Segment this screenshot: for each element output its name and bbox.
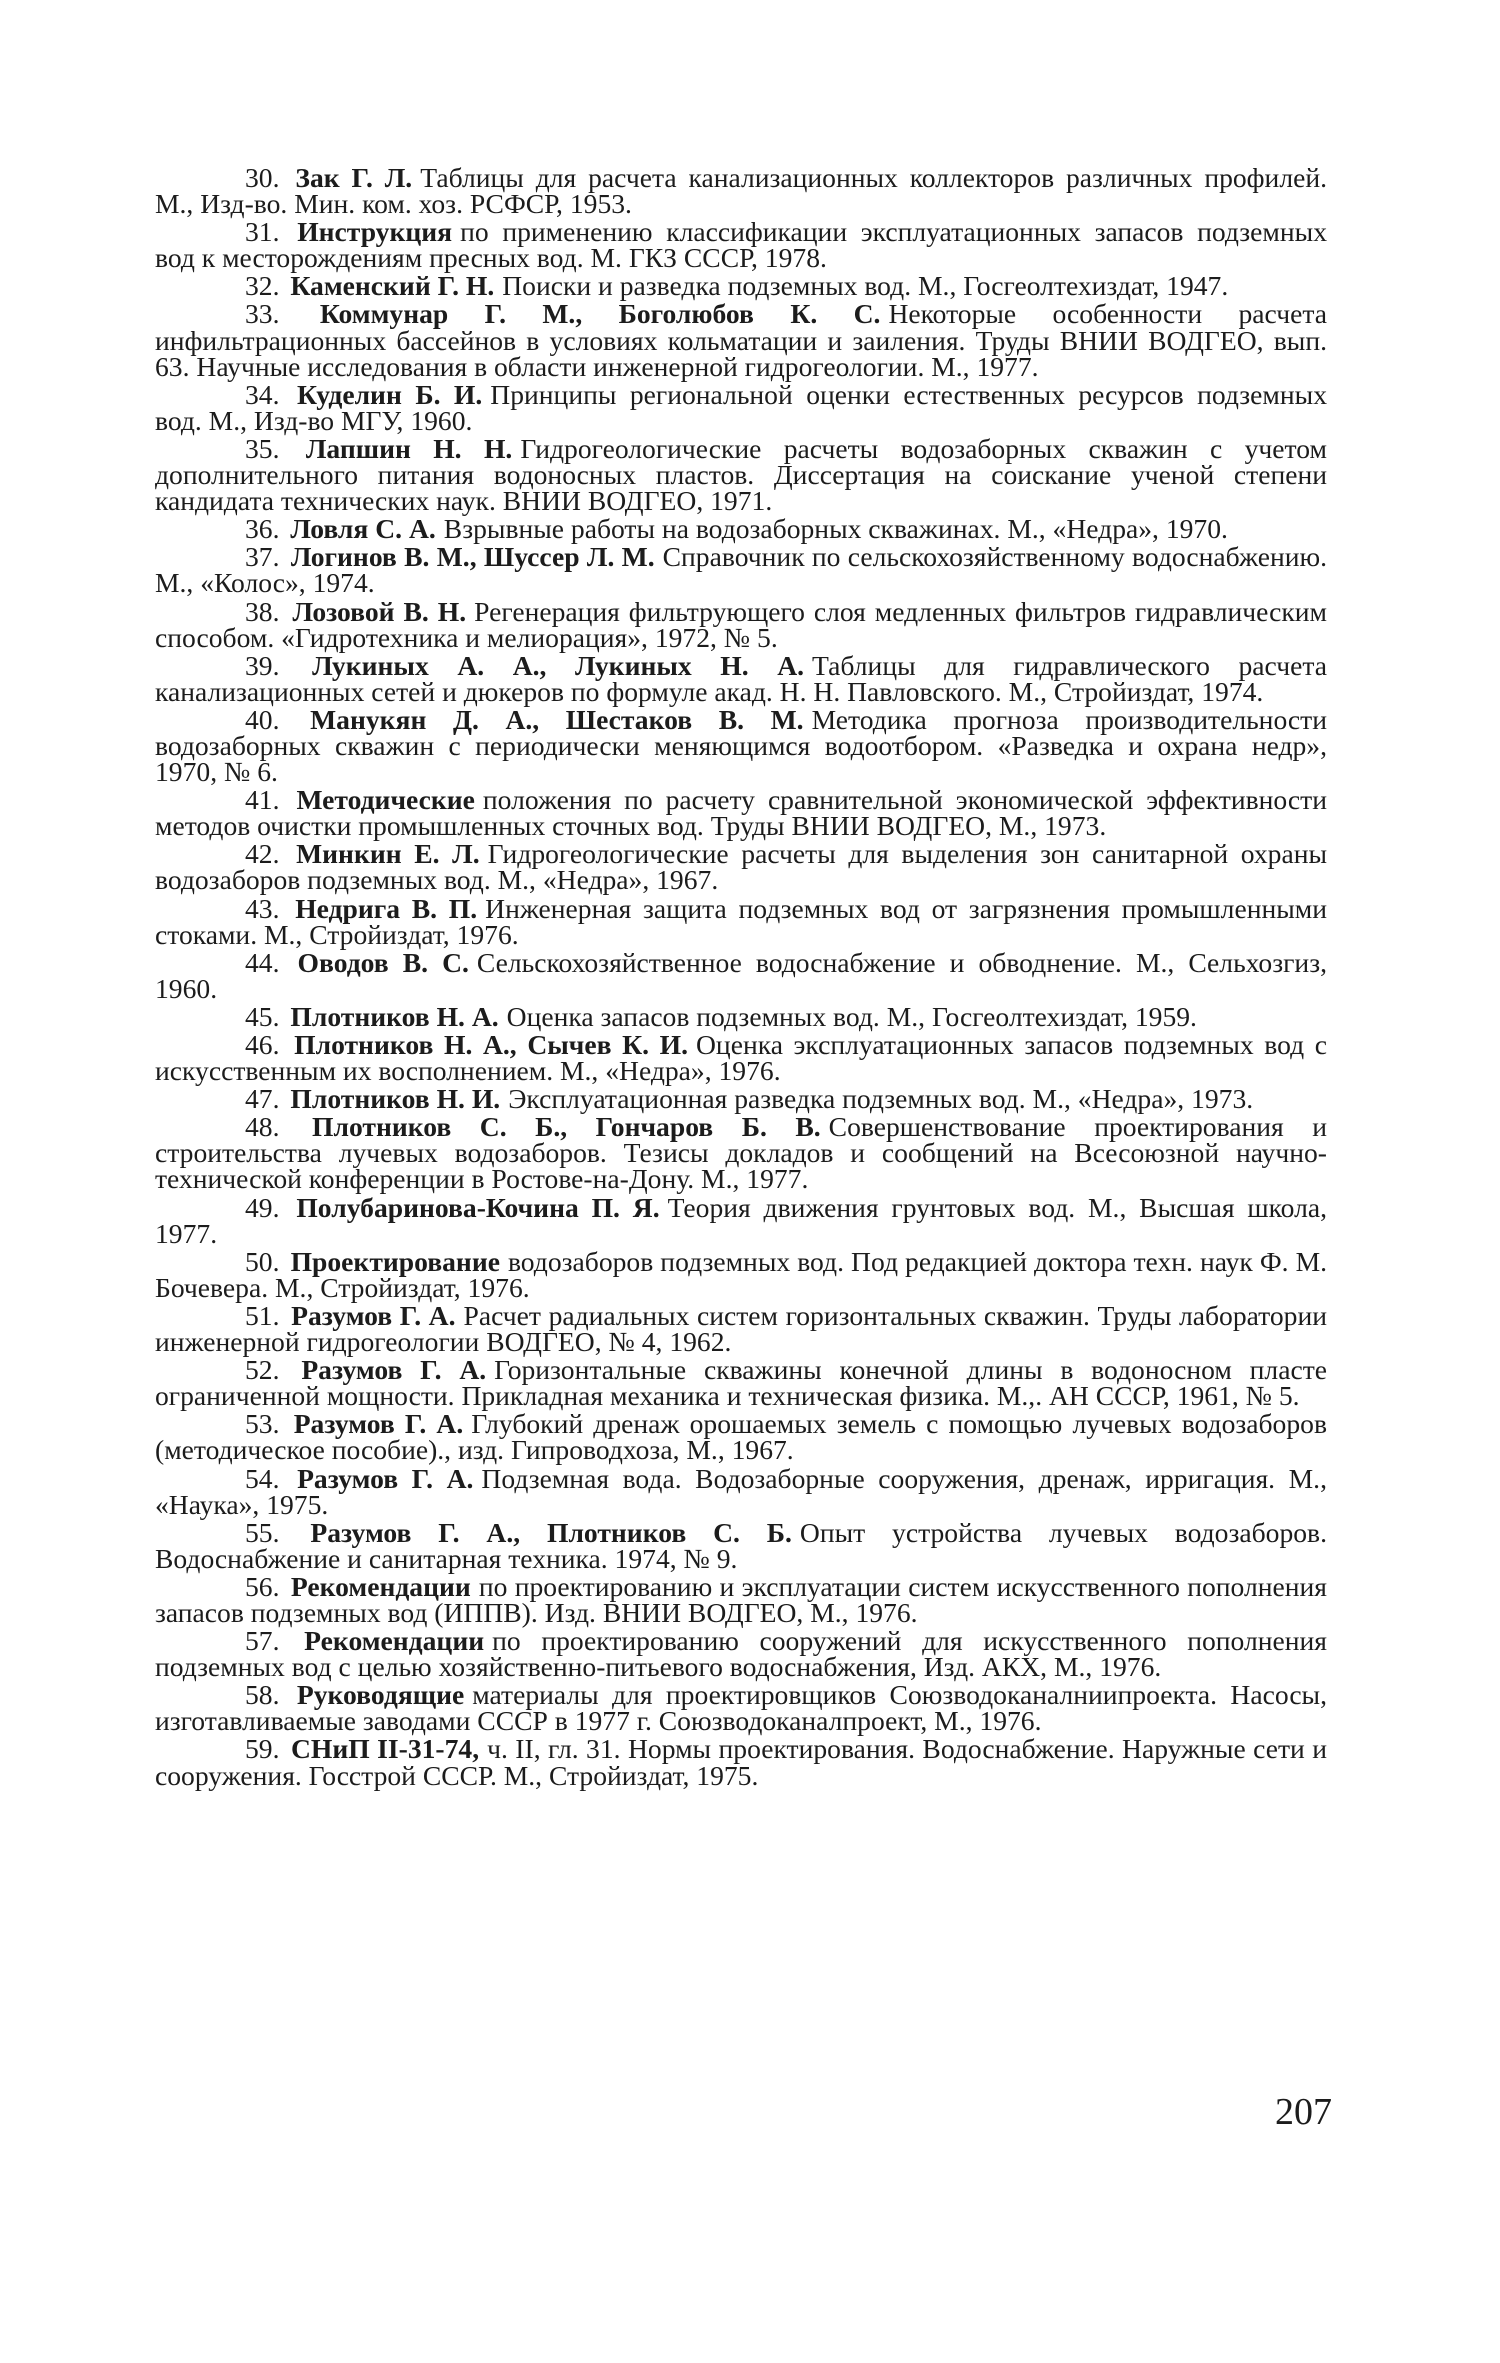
reference-text: Глубокий дренаж орошаемых земель с помощью лучевых водозаборов (методическое пособие)., изд. Гипроводхоза, М., 1967.: [155, 1408, 1327, 1466]
reference-text: Совершенствование проектирования и строительства лучевых водозаборов. Тезисы докладов и сообщений на Всесоюзной научно-технической конференции в Ростове-на-Дону. М., 1977.: [155, 1111, 1328, 1195]
reference-item: 30. Зак Г. Л. Таблицы для расчета канализационных коллекторов различных профилей. М., Изд-во. Мин. ком. хоз. РСФСР, 1953.: [155, 162, 1328, 220]
reference-author: Зак Г. Л.: [295, 162, 413, 193]
reference-item: 44. Оводов В. С. Сельскохозяйственное водоснабжение и обводнение. М., Сельхозгиз, 1960.: [155, 946, 1327, 1004]
reference-author: Проектирование: [290, 1245, 500, 1277]
reference-author: Инструкция: [297, 216, 453, 248]
reference-item: 31. Инструкция по применению классификации эксплуатационных запасов подземных вод к месторождениям пресных вод. М. ГКЗ СССР, 1978.: [155, 216, 1327, 274]
reference-item: 58. Руководящие материалы для проектировщиков Союзводоканалниипроекта. Насосы, изготавливаемые заводами СССР в 1977 г. Союзводоканалпроект, М., 1976.: [155, 1679, 1327, 1737]
reference-item: 57. Рекомендации по проектированию сооружений для искусственного пополнения подземных вод с целью хозяйственно-питьевого водоснабжения, Изд. АКХ, М., 1976.: [155, 1625, 1327, 1683]
reference-item: 48. Плотников С. Б., Гончаров Б. В. Совершенствование проектирования и строительства лучевых водозаборов. Тезисы докладов и сообщений на Всесоюзной научно-технической конференции в Ростове-на-Дону. М., 1977.: [155, 1111, 1328, 1195]
reference-text: водозаборов подземных вод. Под редакцией доктора техн. наук Ф. М. Бочевера. М., Стройиздат, 1976.: [155, 1245, 1327, 1303]
reference-item: 56. Рекомендации по проектированию и эксплуатации систем искусственного пополнения запасов подземных вод (ИППВ). Изд. ВНИИ ВОДГЕО, М., 1976.: [155, 1570, 1327, 1628]
reference-author: Каменский Г. Н.: [290, 270, 495, 302]
reference-item: 38. Лозовой В. Н. Регенерация фильтрующего слоя медленных фильтров гидравлическим способом. «Гидротехника и мелиорация», 1972, № 5.: [155, 595, 1328, 653]
reference-text: Эксплуатационная разведка подземных вод. М., «Недра», 1973.: [508, 1083, 1254, 1115]
reference-text: Оценка запасов подземных вод. М., Госгеолтехиздат, 1959.: [506, 1000, 1197, 1032]
reference-text: по проектированию и эксплуатации систем искусственного пополнения запасов подземных вод (ИППВ). Изд. ВНИИ ВОДГЕО, М., 1976.: [155, 1570, 1327, 1628]
reference-author: Рекомендации: [290, 1570, 471, 1602]
reference-item: 54. Разумов Г. А. Подземная вода. Водозаборные сооружения, дренаж, ирригация. М., «Наука», 1975.: [155, 1462, 1327, 1520]
reference-author: Логинов В. М., Шуссер Л. М.: [290, 541, 655, 573]
reference-author: Лозовой В. Н.: [292, 595, 467, 627]
reference-item: 41. Методические положения по расчету сравнительной экономической эффективности методов очистки промышленных сточных вод. Труды ВНИИ ВОДГЕО, М., 1973.: [155, 784, 1327, 842]
reference-list: [155, 162, 1328, 1791]
reference-text: Поиски и разведка подземных вод. М., Госгеолтехиздат, 1947.: [502, 270, 1229, 302]
reference-text: Принципы региональной оценки естественных ресурсов подземных вод. М., Изд-во МГУ, 1960.: [155, 378, 1327, 436]
reference-author: Разумов Г. А.: [297, 1462, 474, 1494]
reference-author: Разумов Г. А.: [301, 1354, 487, 1386]
reference-author: Методические: [296, 784, 475, 816]
reference-text: Таблицы для гидравлического расчета канализационных сетей и дюкеров по формуле акад. Н. Н. Павловского. М., Стройиздат, 1974.: [155, 649, 1327, 707]
reference-author: Руководящие: [296, 1679, 465, 1711]
reference-author: Недрига В. П.: [295, 892, 478, 924]
reference-text: Некоторые особенности расчета инфильтрационных бассейнов в условиях кольматации и заиления. Труды ВНИИ ВОДГЕО, вып. 63. Научные исследования в области инженерной гидрогеологии. М., 1977.: [155, 298, 1327, 382]
reference-item: 59. СНиП II-31-74, ч. II, гл. 31. Нормы проектирования. Водоснабжение. Наружные сети и сооружения. Госстрой СССР. М., Стройиздат, 1975.: [155, 1733, 1327, 1791]
reference-item: 40. Манукян Д. А., Шестаков В. М. Методика прогноза производительности водозаборных скважин с периодически меняющимся водоотбором. «Разведка и охрана недр», 1970, № 6.: [155, 703, 1327, 788]
reference-author: СНиП II-31-74,: [290, 1733, 480, 1765]
reference-author: Разумов Г. А.: [293, 1408, 464, 1440]
reference-item: 49. Полубаринова-Кочина П. Я. Теория движения грунтовых вод. М., Высшая школа, 1977.: [155, 1191, 1327, 1249]
reference-item: 34. Куделин Б. И. Принципы региональной оценки естественных ресурсов подземных вод. М., Изд-во МГУ, 1960.: [155, 378, 1327, 436]
reference-author: Рекомендации: [304, 1625, 485, 1657]
reference-text: положения по расчету сравнительной экономической эффективности методов очистки промышленных сточных вод. Труды ВНИИ ВОДГЕО, М., 1973.: [155, 784, 1327, 842]
reference-author: Полубаринова-Кочина П. Я.: [296, 1191, 660, 1223]
reference-text: Гидрогеологические расчеты для выделения зон санитарной охраны водозаборов подземных вод. М., «Недра», 1967.: [155, 838, 1328, 896]
reference-author: Минкин Е. Л.: [296, 838, 480, 870]
reference-item: 50. Проектирование водозаборов подземных вод. Под редакцией доктора техн. наук Ф. М. Бочевера. М., Стройиздат, 1976.: [155, 1245, 1327, 1303]
reference-item: 36. Ловля С. А. Взрывные работы на водозаборных скважинах. М., «Недра», 1970.: [245, 513, 1228, 545]
reference-text: Взрывные работы на водозаборных скважинах. М., «Недра», 1970.: [443, 513, 1228, 545]
reference-item: 52. Разумов Г. А. Горизонтальные скважины конечной длины в водоносном пласте ограниченной мощности. Прикладная механика и техническая физика. М.,. АН СССР, 1961, № 5.: [155, 1354, 1328, 1412]
reference-item: 43. Недрига В. П. Инженерная защита подземных вод от загрязнения промышленными стоками. М., Стройиздат, 1976.: [155, 892, 1327, 950]
reference-author: Плотников Н. И.: [290, 1083, 501, 1115]
reference-item: 32. Каменский Г. Н. Поиски и разведка подземных вод. М., Госгеолтехиздат, 1947.: [245, 270, 1229, 302]
reference-item: 55. Разумов Г. А., Плотников С. Б. Опыт устройства лучевых водозаборов. Водоснабжение и санитарная техника. 1974, № 9.: [155, 1516, 1327, 1574]
reference-author: Плотников Н. А., Сычев К. И.: [294, 1029, 688, 1060]
reference-text: материалы для проектировщиков Союзводоканалниипроекта. Насосы, изготавливаемые заводами СССР в 1977 г. Союзводоканалпроект, М., 1976.: [155, 1679, 1327, 1737]
reference-author: Оводов В. С.: [297, 946, 469, 978]
reference-author: Ловля С. А.: [290, 513, 436, 545]
reference-text: Теория движения грунтовых вод. М., Высшая школа, 1977.: [155, 1191, 1327, 1249]
page-number: 207: [1275, 2091, 1332, 2133]
reference-author: Плотников Н. А.: [290, 1000, 499, 1032]
reference-text: по применению классификации эксплуатационных запасов подземных вод к месторождениям пресных вод. М. ГКЗ СССР, 1978.: [155, 216, 1327, 274]
reference-author: Разумов Г. А., Плотников С. Б.: [310, 1516, 792, 1548]
reference-text: Таблицы для расчета канализационных коллекторов различных профилей. М., Изд-во. Мин. ком. хоз. РСФСР, 1953.: [155, 162, 1328, 220]
reference-item: 46. Плотников Н. А., Сычев К. И. Оценка эксплуатационных запасов подземных вод с искусственным их восполнением. М., «Недра», 1976.: [155, 1029, 1328, 1087]
reference-text: Подземная вода. Водозаборные сооружения, дренаж, ирригация. М., «Наука», 1975.: [155, 1462, 1327, 1520]
reference-text: Опыт устройства лучевых водозаборов. Водоснабжение и санитарная техника. 1974, № 9.: [155, 1516, 1327, 1574]
reference-item: 35. Лапшин Н. Н. Гидрогеологические расчеты водозаборных скважин с учетом дополнительного питания водоносных пластов. Диссертация на соискание ученой степени кандидата технических наук. ВНИИ ВОДГЕО, 1971.: [155, 432, 1327, 517]
reference-item: 53. Разумов Г. А. Глубокий дренаж орошаемых земель с помощью лучевых водозаборов (методическое пособие)., изд. Гипроводхоза, М., 1967.: [155, 1408, 1327, 1466]
reference-author: Разумов Г. А.: [291, 1299, 456, 1331]
reference-item: 51. Разумов Г. А. Расчет радиальных систем горизонтальных скважин. Труды лаборатории инженерной гидрогеологии ВОДГЕО, № 4, 1962.: [155, 1299, 1327, 1358]
reference-author: Лукиных А. А., Лукиных Н. А.: [312, 649, 805, 681]
reference-item: 45. Плотников Н. А. Оценка запасов подземных вод. М., Госгеолтехиздат, 1959.: [245, 1000, 1197, 1032]
reference-text: Гидрогеологические расчеты водозаборных скважин с учетом дополнительного питания водоносных пластов. Диссертация на соискание ученой степени кандидата технических наук. ВНИИ ВОДГЕО, 1971.: [155, 432, 1327, 517]
reference-author: Коммунар Г. М., Боголюбов К. С.: [319, 298, 881, 330]
reference-author: Плотников С. Б., Гончаров Б. В.: [312, 1111, 821, 1143]
reference-item: 47. Плотников Н. И. Эксплуатационная разведка подземных вод. М., «Недра», 1973.: [245, 1083, 1254, 1115]
reference-text: Регенерация фильтрующего слоя медленных фильтров гидравлическим способом. «Гидротехника и мелиорация», 1972, № 5.: [155, 595, 1328, 653]
reference-author: Куделин Б. И.: [296, 378, 483, 410]
reference-text: Сельскохозяйственное водоснабжение и обводнение. М., Сельхозгиз, 1960.: [155, 946, 1327, 1004]
reference-item: 33. Коммунар Г. М., Боголюбов К. С. Некоторые особенности расчета инфильтрационных бассейнов в условиях кольматации и заиления. Труды ВНИИ ВОДГЕО, вып. 63. Научные исследования в области инженерной гидрогеологии. М., 1977.: [155, 298, 1327, 382]
reference-text: Оценка эксплуатационных запасов подземных вод с искусственным их восполнением. М., «Недра», 1976.: [155, 1029, 1328, 1087]
reference-text: Справочник по сельскохозяйственному водоснабжению. М., «Колос», 1974.: [155, 541, 1328, 599]
reference-item: 42. Минкин Е. Л. Гидрогеологические расчеты для выделения зон санитарной охраны водозаборов подземных вод. М., «Недра», 1967.: [155, 838, 1328, 896]
reference-text: Горизонтальные скважины конечной длины в водоносном пласте ограниченной мощности. Прикладная механика и техническая физика. М.,. АН СССР, 1961, № 5.: [155, 1354, 1328, 1412]
reference-text: Методика прогноза производительности водозаборных скважин с периодически меняющимся водоотбором. «Разведка и охрана недр», 1970, № 6.: [155, 703, 1327, 788]
reference-item: 37. Логинов В. М., Шуссер Л. М. Справочник по сельскохозяйственному водоснабжению. М., «Колос», 1974.: [155, 541, 1328, 599]
reference-author: Лапшин Н. Н.: [305, 432, 513, 464]
reference-text: ч. II, гл. 31. Нормы проектирования. Водоснабжение. Наружные сети и сооружения. Госстрой СССР. М., Стройиздат, 1975.: [155, 1733, 1327, 1791]
reference-text: по проектированию сооружений для искусственного пополнения подземных вод с целью хозяйственно-питьевого водоснабжения, Изд. АКХ, М., 1976.: [155, 1625, 1327, 1683]
reference-item: 39. Лукиных А. А., Лукиных Н. А. Таблицы для гидравлического расчета канализационных сетей и дюкеров по формуле акад. Н. Н. Павловского. М., Стройиздат, 1974.: [155, 649, 1327, 707]
reference-text: Расчет радиальных систем горизонтальных скважин. Труды лаборатории инженерной гидрогеологии ВОДГЕО, № 4, 1962.: [155, 1299, 1327, 1358]
reference-text: Инженерная защита подземных вод от загрязнения промышленными стоками. М., Стройиздат, 1976.: [155, 892, 1327, 950]
reference-author: Манукян Д. А., Шестаков В. М.: [310, 703, 804, 735]
